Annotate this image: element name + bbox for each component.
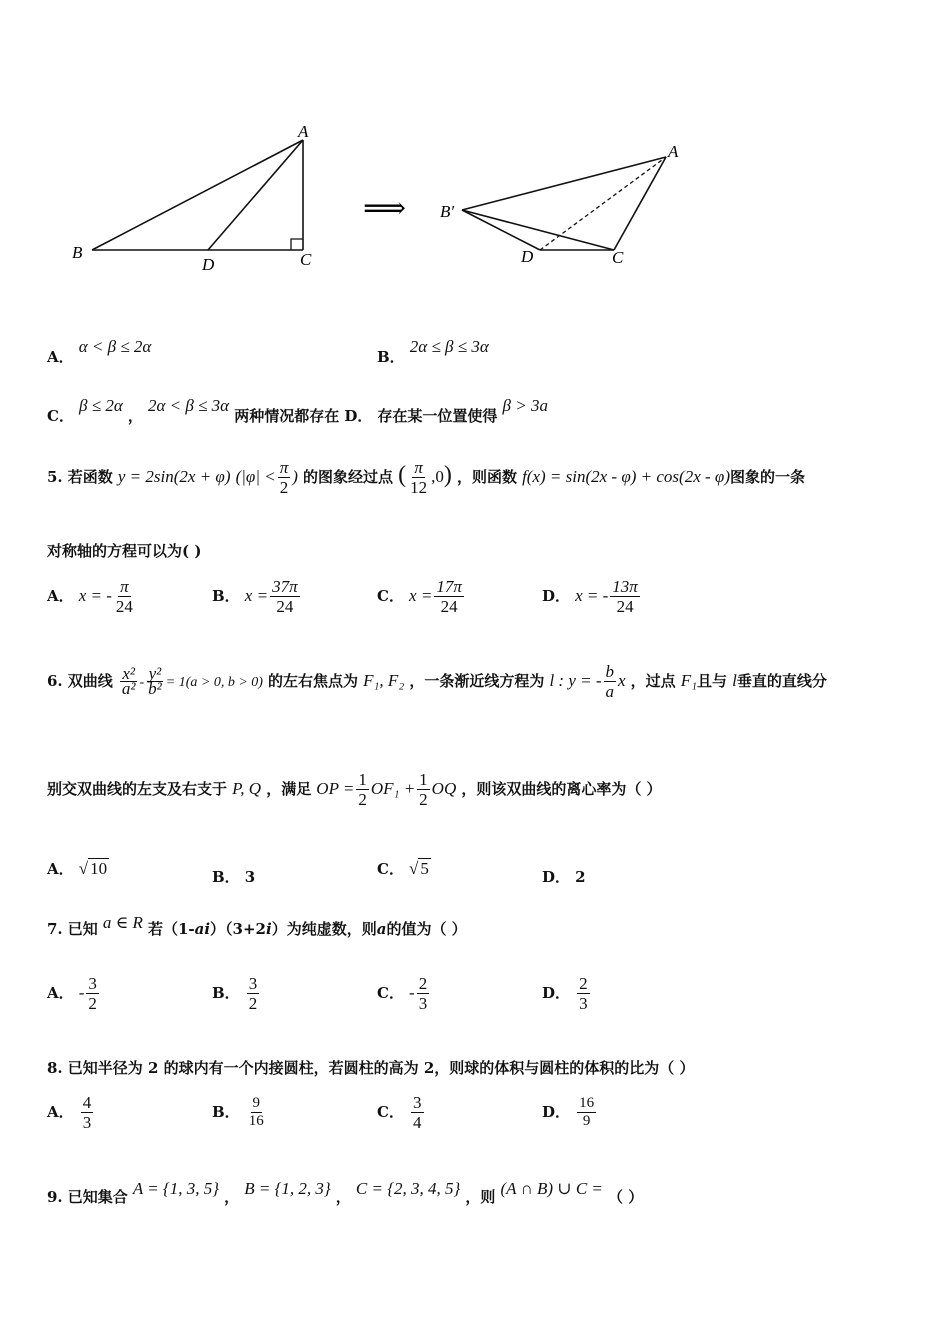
q9-stem: 9. 已知集合 A = {1, 3, 5} ， B = {1, 2, 3} ， C = {2, 3, 4, 5} ，则 (A ∩ B) ∪ C = （ ） [47,1179,644,1206]
q8-option-d: D． $\frac{16}{9}$ [542,1095,595,1129]
q6-option-a: A． √ 10 [47,859,108,878]
q7-option-a: A． - $\frac{3}{2}$ [47,974,97,1013]
label-C-right: C [612,248,624,267]
triangle-right [462,157,666,250]
q8-option-c: C． $\frac{3}{4}$ [377,1093,422,1132]
q7-option-c: C． - $\frac{2}{3}$ [377,974,428,1013]
geometry-figure [0,0,950,300]
q8-option-a: A． $\frac{4}{3}$ [47,1093,92,1132]
q4-option-a: A． α < β ≤ 2α [47,337,152,366]
q6-option-b: B． 3 [212,868,256,886]
q7-option-d: D． $\frac{2}{3}$ [542,974,588,1013]
q7-option-b: B． $\frac{3}{2}$ [212,974,258,1013]
q4-option-c: C． β ≤ 2α ， 2α < β ≤ 3α 两种情况都存在 D． 存在某一位置使得 β > 3a [47,396,548,425]
q5-option-b: B． x = $\frac{37\pi}{24}$ [212,577,298,616]
q5-stem: 5. 若函数 y = 2sin(2x + φ) (|φ| < $\frac{\pi}{2}$ ) 的图象经过点 ( $\frac{\pi}{12}$ ,0) ，则函数 f(x) = sin(2x - φ) + cos(2x - φ)图象的一条 [47,458,805,497]
q5-option-a: A． x = - $\frac{\pi}{24}$ [47,577,133,616]
label-A-right: A [668,142,679,161]
q4-option-b: B． 2α ≤ β ≤ 3α [377,337,489,366]
label-A-left: A [298,122,309,141]
label-C-left: C [300,250,312,269]
label-B-left: B [72,243,83,262]
implies-arrow: ⟹ [363,192,407,225]
q5-option-c: C． x = $\frac{17\pi}{24}$ [377,577,462,616]
q8-option-b: B． $\frac{9}{16}$ [212,1095,264,1129]
q5-stem-line2: 对称轴的方程可以为( ) [47,542,202,560]
triangle-left [92,140,303,250]
q6-stem: 6. 双曲线 $\frac{\text{x²}}{\text{a²}}$ - $\frac{\text{y²}}{\text{b²}}$ = 1(a > 0, b > 0) 的左右焦点为 F₁, F₂ ，一条渐近线方程为 l : y = - $\frac{b}{a}$ x ，过点 F₁且与 l垂直的直线分 [47,662,827,701]
q6-option-c: C． √ 5 [377,859,429,878]
label-B-right: B′ [440,202,455,221]
label-D-left: D [202,255,215,274]
q8-stem: 8. 已知半径为 2 的球内有一个内接圆柱，若圆柱的高为 2，则球的体积与圆柱的体积的比为（ ） [47,1059,695,1077]
q5-option-d: D． x = - $\frac{13\pi}{24}$ [542,577,638,616]
q6-stem-line2: 别交双曲线的左支及右支于 P, Q ，满足 OP = $\frac{1}{2}$ OF₁ + $\frac{1}{2}$ OQ ，则该双曲线的离心率为（ ） [47,770,662,809]
q6-option-d: D． 2 [542,868,586,886]
label-D-right: D [521,247,534,266]
q7-stem: 7. 已知 a ∈ R 若（1-ai）（3+2i）为纯虚数，则a的值为（ ） [47,913,467,938]
